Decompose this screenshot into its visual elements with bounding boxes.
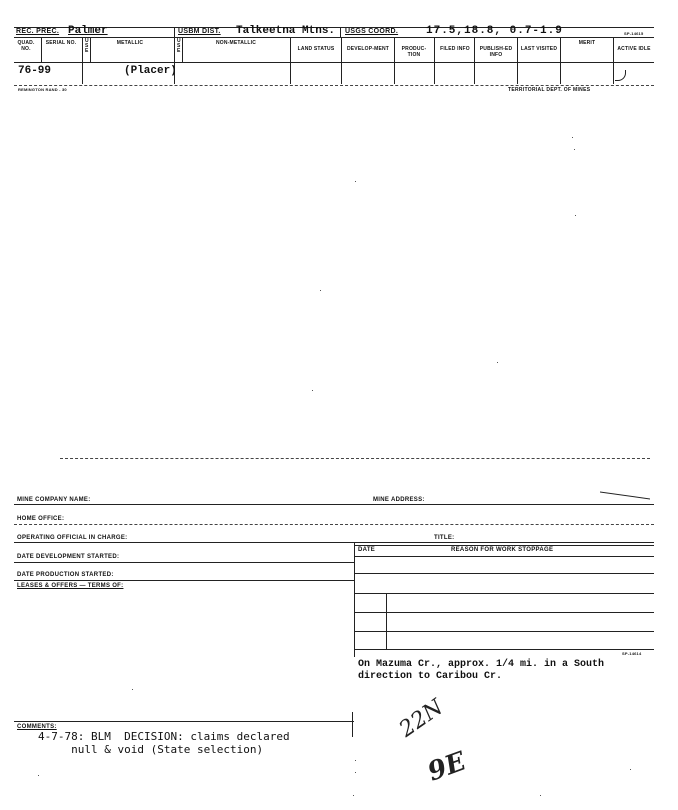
operating-official-label: OPERATING OFFICIAL IN CHARGE: — [17, 535, 128, 541]
row-line-official — [14, 542, 654, 543]
row-line-company — [14, 504, 654, 505]
comments-label: COMMENTS: — [17, 724, 57, 730]
divider-nonmetallic — [290, 37, 291, 84]
comments-top-rule — [14, 721, 354, 722]
header-divider-2 — [340, 27, 341, 37]
handwriting-9e: 9E — [424, 746, 470, 788]
divider-dev — [394, 37, 395, 84]
col-last-visited: LAST VISITED — [520, 46, 558, 52]
grid-row-1 — [354, 556, 654, 557]
divider-serial — [82, 37, 83, 84]
col-use-a: U S E — [85, 38, 89, 54]
form-code-2: SP-14614 — [622, 651, 642, 656]
divider-filed — [474, 37, 475, 84]
grid-row-5 — [354, 631, 654, 632]
col-production: PRODUC-TION — [401, 46, 427, 58]
pen-stroke — [600, 483, 650, 499]
row-line-dev — [14, 562, 354, 563]
col-metallic: METALLIC — [116, 40, 144, 46]
record-bottom-dashed — [14, 85, 654, 86]
usbm-dist-label: USBM DIST. — [178, 28, 221, 35]
comments-divider — [352, 712, 353, 737]
divider-pub — [517, 37, 518, 84]
divider-land — [341, 37, 342, 84]
row-line-official-b — [354, 545, 654, 546]
col-merit: MERIT — [578, 40, 596, 46]
header-bottom-rule — [14, 37, 654, 38]
grid-row-2 — [354, 573, 654, 574]
divider-prod — [434, 37, 435, 84]
location-note: On Mazuma Cr., approx. 1/4 mi. in a South direction to Caribou Cr. — [358, 659, 605, 682]
home-office-label: HOME OFFICE: — [17, 516, 65, 522]
form-code: SP-14615 — [624, 31, 644, 36]
divider-last — [560, 37, 561, 84]
columns-bottom-rule — [14, 62, 654, 63]
row-line-home — [14, 524, 654, 525]
handwriting-22n: 22N — [395, 694, 449, 743]
printer-code: REMINGTON RAND - 30 — [18, 87, 67, 92]
col-published-info: PUBLISH-ED INFO — [479, 46, 513, 58]
date-production-label: DATE PRODUCTION STARTED: — [17, 572, 114, 578]
col-non-metallic: NON-METALLIC — [215, 40, 257, 46]
col-land-status: LAND STATUS — [297, 46, 335, 52]
divider-use-b — [182, 37, 183, 62]
date-label: DATE — [358, 547, 376, 553]
usgs-coord-label: USGS COORD. — [345, 28, 399, 35]
comments-text: 4-7-78: BLM DECISION: claims declared null & void (State selection) — [38, 730, 290, 756]
mine-address-label: MINE ADDRESS: — [373, 497, 425, 503]
usbm-dist-value: Talkeetna Mtns. — [236, 25, 336, 37]
col-serial-no: SERIAL NO. — [45, 40, 77, 46]
rec-prec-value: Palmer — [68, 25, 108, 37]
row-line-prod — [14, 580, 354, 581]
divider-merit — [613, 37, 614, 84]
col-active-idle: ACTIVE IDLE — [617, 46, 651, 52]
divider-quad — [41, 37, 42, 62]
grid-date-divider — [386, 594, 387, 649]
date-development-label: DATE DEVELOPMENT STARTED: — [17, 554, 120, 560]
lower-top-dashed — [60, 458, 650, 459]
header-divider-1 — [174, 27, 175, 37]
grid-row-6 — [354, 649, 654, 650]
col-filed-info: FILED INFO — [440, 46, 470, 52]
dept-name: TERRITORIAL DEPT. OF MINES — [508, 87, 591, 93]
grid-row-3 — [354, 593, 654, 594]
title-label: TITLE: — [434, 535, 455, 541]
usgs-coord-value: 17.5,18.8, 0.7-1.9 — [426, 25, 563, 37]
active-check-mark — [615, 70, 626, 81]
col-quad-no: QUAD. NO. — [17, 40, 35, 52]
divider-use-a — [90, 37, 91, 62]
col-development: DEVELOP-MENT — [346, 46, 390, 52]
leases-label: LEASES & OFFERS — TERMS OF: — [17, 583, 124, 589]
reason-label: REASON FOR WORK STOPPAGE — [451, 547, 554, 553]
grid-row-4 — [354, 612, 654, 613]
mine-company-name-label: MINE COMPANY NAME: — [17, 497, 91, 503]
record-quad-serial: 76-99 — [18, 65, 52, 77]
rec-prec-label: REC. PREC. — [16, 28, 60, 35]
col-use-b: U S E — [177, 38, 181, 54]
grid-left-edge — [354, 542, 355, 657]
record-metallic: (Placer) — [124, 65, 177, 77]
